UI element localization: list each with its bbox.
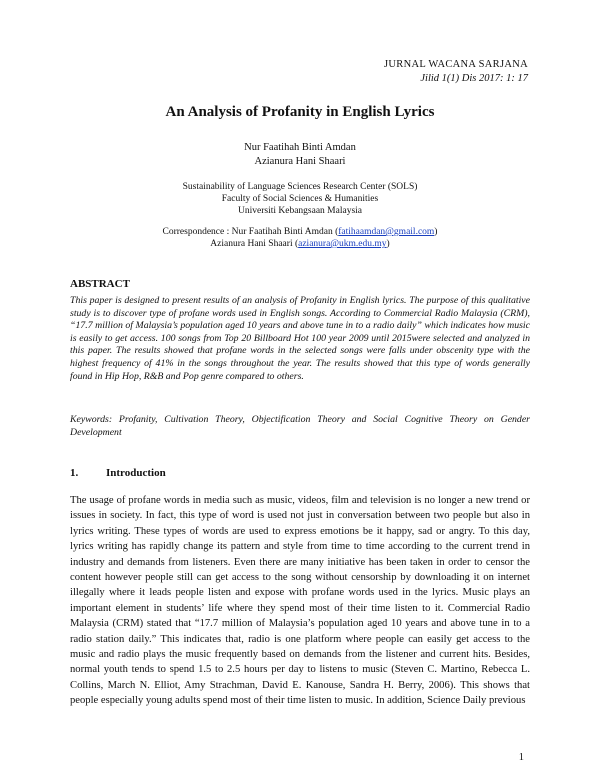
journal-header	[384, 58, 528, 86]
journal-issue: Jilid 1(1) Dis 2017: 1: 17	[420, 73, 528, 84]
correspondence-suffix-2: )	[386, 239, 390, 249]
correspondence-name-2: Azianura Hani Shaari (	[210, 239, 299, 249]
email-link-1[interactable]: fatihaamdan@gmail.com	[338, 227, 435, 237]
section-heading	[70, 467, 166, 479]
section-number: 1.	[70, 467, 79, 479]
email-link-2[interactable]: azianura@ukm.edu.my	[298, 239, 387, 249]
correspondence-line-1	[0, 226, 600, 238]
abstract-body: This paper is designed to present results of an analysis of Profanity in English lyrics. The purpose of this qualitative study is to discover type of profane words used in English songs. According to Commercial Radio Malaysia (CRM), “17.7 million of Malaysia’s population aged 10 years and above tune in to a radio daily” which indicates how music is easily to get access. 100 songs from Top 20 Billboard Hot 100 year 2009 until 2015were selected and analyzed in this paper. The results showed that profane words in the selected songs were falls under obscenity type with the highest frequency of 41% in the songs throughout the year. The results showed that this type of words generally found in Hip Hop, R&B and Pop genre compared to others.	[70, 295, 530, 382]
affiliation	[0, 181, 600, 217]
journal-name: JURNAL WACANA SARJANA	[384, 59, 528, 70]
section-title: Introduction	[106, 467, 166, 479]
affiliation-line-3: Universiti Kebangsaan Malaysia	[238, 206, 362, 216]
introduction-body: The usage of profane words in media such as music, videos, film and television is no longer a new trend or issues in society. In fact, this type of word is used not just in conversation between two people but also in lyrics writing. These types of words are used to express emotions be it happy, sad or angry. To this day, lyrics writing has rapidly change its pattern and style from time to time according to the current trend in industry and demands from listeners. Even there are many initiative has been taken in order to censor the content however people still can get access to the song without censorship by downloading it on internet illegally where it leads people listen and expose with profane words used in the lyrics. Music plays an important element in students’ life where they spend most of their time listen to it. Commercial Radio Malaysia (CRM) stated that “17.7 million of Malaysia’s population aged 10 years and above tune in to a radio station daily.” This indicates that, radio is one platform where people can easily get access to the music and radio plays the music frequently based on demands from the listener and current hits. Besides, normal youth tends to spend 1.5 to 2.5 hours per day to listens to music (Steven C. Martino, Rebecca L. Collins, March N. Elliot, Amy Strachman, David E. Kanouse, Sandra H. Berry, 2006). This shows that people especially young adults spend most of their time listen to music. In addition, Science Daily previous	[70, 495, 530, 707]
author-2: Azianura Hani Shaari	[254, 156, 346, 167]
author-list	[0, 141, 600, 169]
author-1: Nur Faatihah Binti Amdan	[244, 142, 356, 153]
affiliation-line-2: Faculty of Social Sciences & Humanities	[221, 194, 379, 204]
page-number: 1	[518, 752, 524, 763]
correspondence	[0, 226, 600, 250]
correspondence-suffix-1: )	[434, 227, 438, 237]
abstract-heading: ABSTRACT	[70, 278, 130, 290]
correspondence-prefix: Correspondence : Nur Faatihah Binti Amdan (	[162, 227, 339, 237]
affiliation-line-1: Sustainability of Language Sciences Research Center (SOLS)	[182, 182, 418, 192]
keywords: Keywords: Profanity, Cultivation Theory, Objectification Theory and Social Cognitive Theory on Gender Development	[70, 414, 530, 438]
correspondence-line-2	[0, 238, 600, 250]
paper-title: An Analysis of Profanity in English Lyrics	[165, 104, 435, 120]
